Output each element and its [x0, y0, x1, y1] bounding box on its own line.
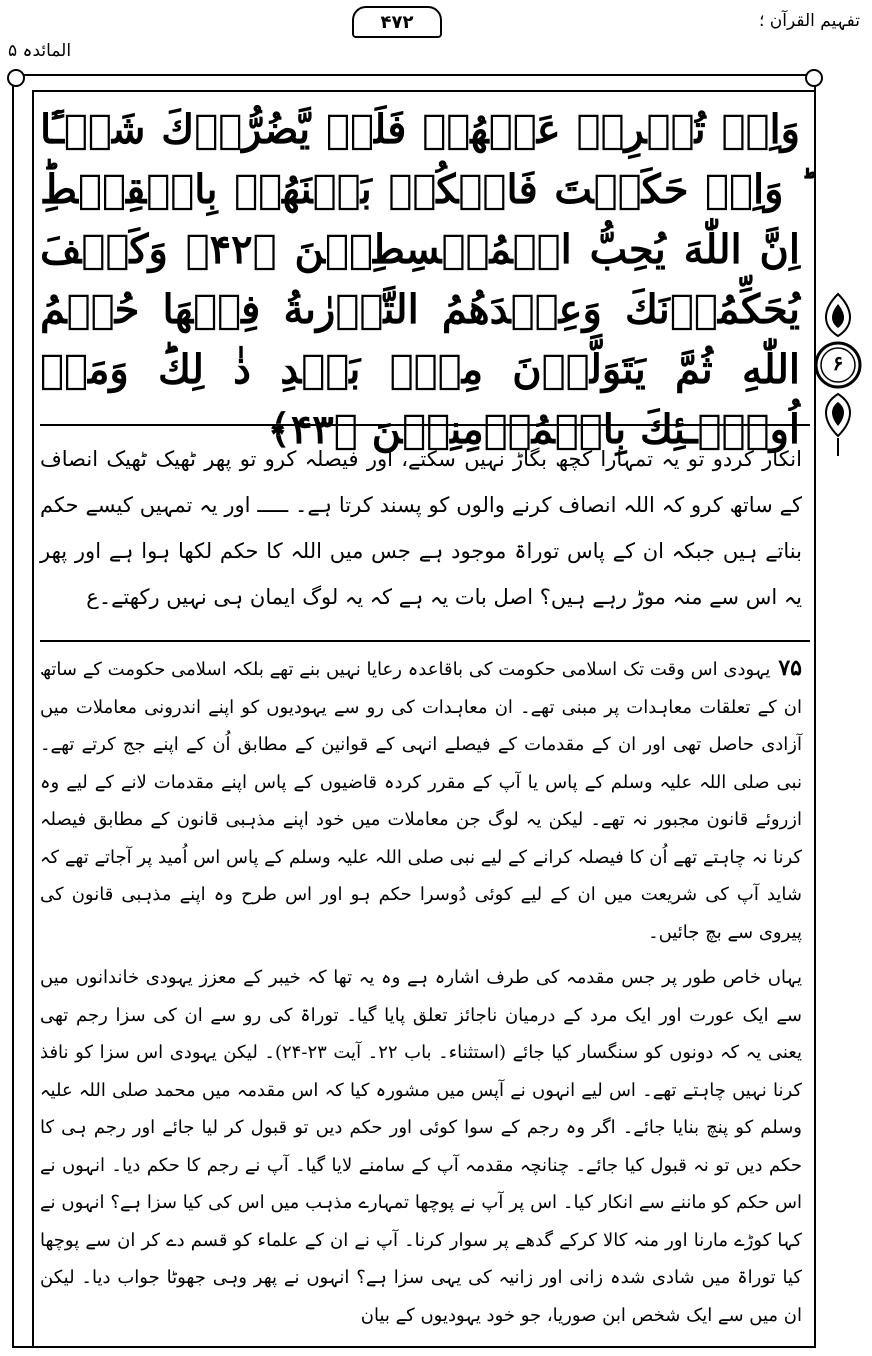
section-divider — [40, 424, 810, 426]
quran-verse-text: وَاِنۡ تُعۡرِضۡ عَنۡهُمۡ فَلَنۡ يَّضُرُّوۡكَ شَيۡـًٔا‌ ؕ وَاِنۡ حَكَمۡتَ فَاحۡكُمۡ بَيۡنَهُمۡ بِالۡقِسۡطِ‌ؕ اِنَّ اللّٰهَ يُحِبُّ الۡمُقۡسِطِيۡنَ ﴿۴۲﴾ وَكَيۡفَ يُحَكِّمُوۡنَكَ وَعِنۡدَهُمُ التَّوۡرٰٮةُ فِيۡهَا حُكۡمُ اللّٰهِ ثُمَّ يَتَوَلَّوۡنَ مِنۡۢ بَعۡدِ ذٰ لِكَ‌ؕ وَمَاۤ اُولٰۤـئِكَ بِالۡمُؤۡمِنِيۡنَ ﴿۴۳﴾ — [40, 106, 801, 453]
book-title-header: تفہیم القرآن ؛ — [758, 11, 860, 31]
commentary-text: یہودی اس وقت تک اسلامی حکومت کی باقاعدہ رعایا نہیں بنے تھے بلکہ اسلامی حکومت کے ساتھ ان کے تعلقات معاہدات پر مبنی تھے۔ ان معاہدات کی رو سے یہودیوں کو اپنے اندرونی معاملات میں آزادی حاصل تھی اور ان کے مقدمات کے فیصلے انہی کے قوانین کے مطابق اُن کے اپنے جج کرتے تھے۔ نبی صلی اللہ علیہ وسلم کے پاس یا آپ کے مقرر کردہ قاضیوں کے پاس اپنے مقدمات لانے کے لیے وہ ازروئے قانون مجبور نہ تھے۔ لیکن یہ لوگ جن معاملات میں خود اپنے مذہبی قانون کے مطابق فیصلہ کرنا نہ چاہتے تھے اُن کا فیصلہ کرانے کے لیے نبی صلی اللہ علیہ وسلم کے پاس اس اُمید پر آجاتے تھے کہ شاید آپ کی شریعت میں ان کے لیے کوئی دُوسرا حکم ہو اور اس طرح وہ اپنے مذہبی قانون کی پیروی سے بچ جائیں۔ — [40, 659, 802, 943]
corner-ornament-icon — [7, 69, 25, 87]
commentary-paragraph — [40, 650, 802, 951]
commentary-paragraph: یہاں خاص طور پر جس مقدمہ کی طرف اشارہ ہے وہ یہ تھا کہ خیبر کے معزز یہودی خاندانوں میں سے ایک عورت اور ایک مرد کے درمیان ناجائز تعلق پایا گیا۔ توراۃ کی رو سے ان کی سزا رجم تھی یعنی یہ کہ دونوں کو سنگسار کیا جائے (استثناء۔ باب ۲۲۔ آیت ۲۳-۲۴)۔ لیکن یہودی اس سزا کو نافذ کرنا نہیں چاہتے تھے۔ اس لیے انہوں نے آپس میں مشورہ کیا کہ اس مقدمہ میں محمد صلی اللہ علیہ وسلم کو پنچ بنایا جائے۔ اگر وہ رجم کے سوا کوئی اور حکم دیں تو قبول کر لیا جائے اور رجم ہی کا حکم دیں تو نہ قبول کیا جائے۔ چنانچہ مقدمہ آپ کے سامنے لایا گیا۔ آپ نے رجم کا حکم دیا۔ انہوں نے اس حکم کو ماننے سے انکار کیا۔ اس پر آپ نے پوچھا تمہارے مذہب میں اس کی کیا سزا ہے؟ انہوں نے کہا کوڑے مارنا اور منہ کالا کرکے گدھے پر سوار کرنا۔ آپ نے ان کے علماء کو قسم دے کر ان سے پوچھا کیا توراۃ میں شادی شدہ زانی اور زانیہ کی یہی سزا ہے؟ انہوں نے پھر وہی جھوٹا جواب دیا۔ لیکن ان میں سے ایک شخص ابن صوریا، جو خود یہودیوں کے بیان — [40, 967, 802, 1326]
section-divider — [40, 640, 810, 642]
urdu-translation: انکار کردو تو یہ تمہارا کچھ بگاڑ نہیں سکتے، اور فیصلہ کرو تو پھر ٹھیک ٹھیک انصاف کے ساتھ کرو کہ اللہ انصاف کرنے والوں کو پسند کرتا ہے۔ ـــــ اور یہ تمہیں کیسے حکم بناتے ہیں جبکہ ان کے پاس توراۃ موجود ہے جس میں اللہ کا حکم لکھا ہوا ہے اور پھر یہ اس سے منہ موڑ رہے ہیں؟ اصل بات یہ ہے کہ یہ لوگ ایمان ہی نہیں رکھتے۔ع — [40, 447, 802, 609]
corner-ornament-icon — [805, 69, 823, 87]
commentary-notes — [40, 650, 802, 1334]
ruku-number: ۶ — [832, 351, 844, 375]
page-number: ۴۷۲ — [352, 6, 442, 38]
footnote-number: ۷۵ — [778, 655, 802, 681]
surah-name-header: المائدہ ۵ — [8, 41, 72, 61]
